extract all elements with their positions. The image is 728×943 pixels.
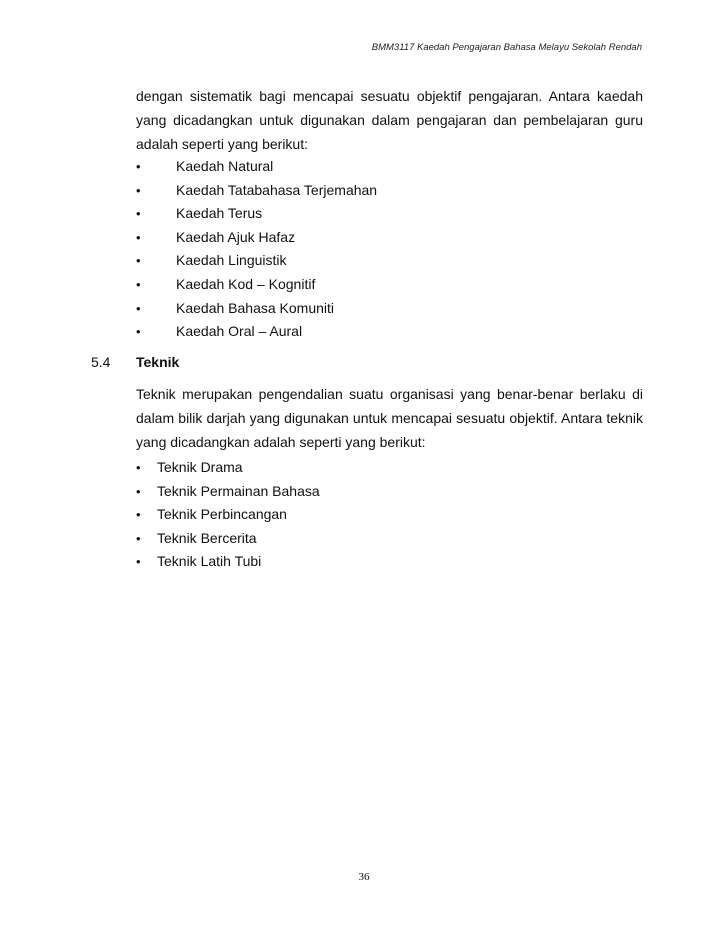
list-item-label: Kaedah Tatabahasa Terjemahan [176, 181, 378, 198]
list-item-label: Kaedah Kod – Kognitif [176, 275, 316, 292]
list-item-label: Kaedah Natural [176, 158, 274, 174]
list-item-label: Teknik Bercerita [157, 529, 257, 546]
bullet-icon: • [136, 483, 141, 499]
list-item-label: Kaedah Terus [176, 205, 263, 222]
bullet-icon: • [136, 300, 141, 316]
page-number: 36 [358, 871, 370, 883]
bullet-icon: • [136, 554, 141, 569]
section-title: Teknik [136, 354, 180, 370]
list-item-label: Teknik Permainan Bahasa [157, 482, 320, 499]
bullet-icon: • [136, 253, 141, 269]
list-item-label: Kaedah Ajuk Hafaz [176, 228, 296, 245]
bullet-icon: • [136, 206, 141, 222]
bullet-icon: • [136, 530, 141, 546]
bullet-icon: • [136, 324, 141, 340]
bullet-icon: • [136, 229, 141, 245]
section-number: 5.4 [91, 354, 111, 370]
bullet-icon: • [136, 159, 141, 174]
bullet-icon: • [136, 276, 141, 292]
list-item-label: Kaedah Bahasa Komuniti [176, 299, 334, 316]
bullet-icon: • [136, 460, 141, 475]
running-header: BMM3117 Kaedah Pengajaran Bahasa Melayu Sekolah Rendah [371, 42, 642, 53]
teknik-paragraph: Teknik merupakan pengendalian suatu organisasi yang benar-benar berlaku di dalam bilik darjah yang digunakan untuk mencapai sesuatu objektif. Antara teknik yang dicadangkan adalah seperti yang berikut: [136, 386, 643, 450]
list-item-label: Kaedah Oral – Aural [176, 323, 303, 340]
bullet-icon: • [136, 507, 141, 522]
list-item-label: Kaedah Linguistik [176, 252, 287, 269]
list-item-label: Teknik Perbincangan [157, 506, 287, 522]
list-item-label: Teknik Latih Tubi [157, 553, 262, 569]
intro-paragraph: dengan sistematik bagi mencapai sesuatu objektif pengajaran. Antara kaedah yang dicadangkan untuk digunakan dalam pengajaran dan pembelajaran guru adalah seperti yang berikut: [136, 88, 643, 152]
bullet-icon: • [136, 182, 141, 198]
list-item-label: Teknik Drama [157, 459, 243, 475]
